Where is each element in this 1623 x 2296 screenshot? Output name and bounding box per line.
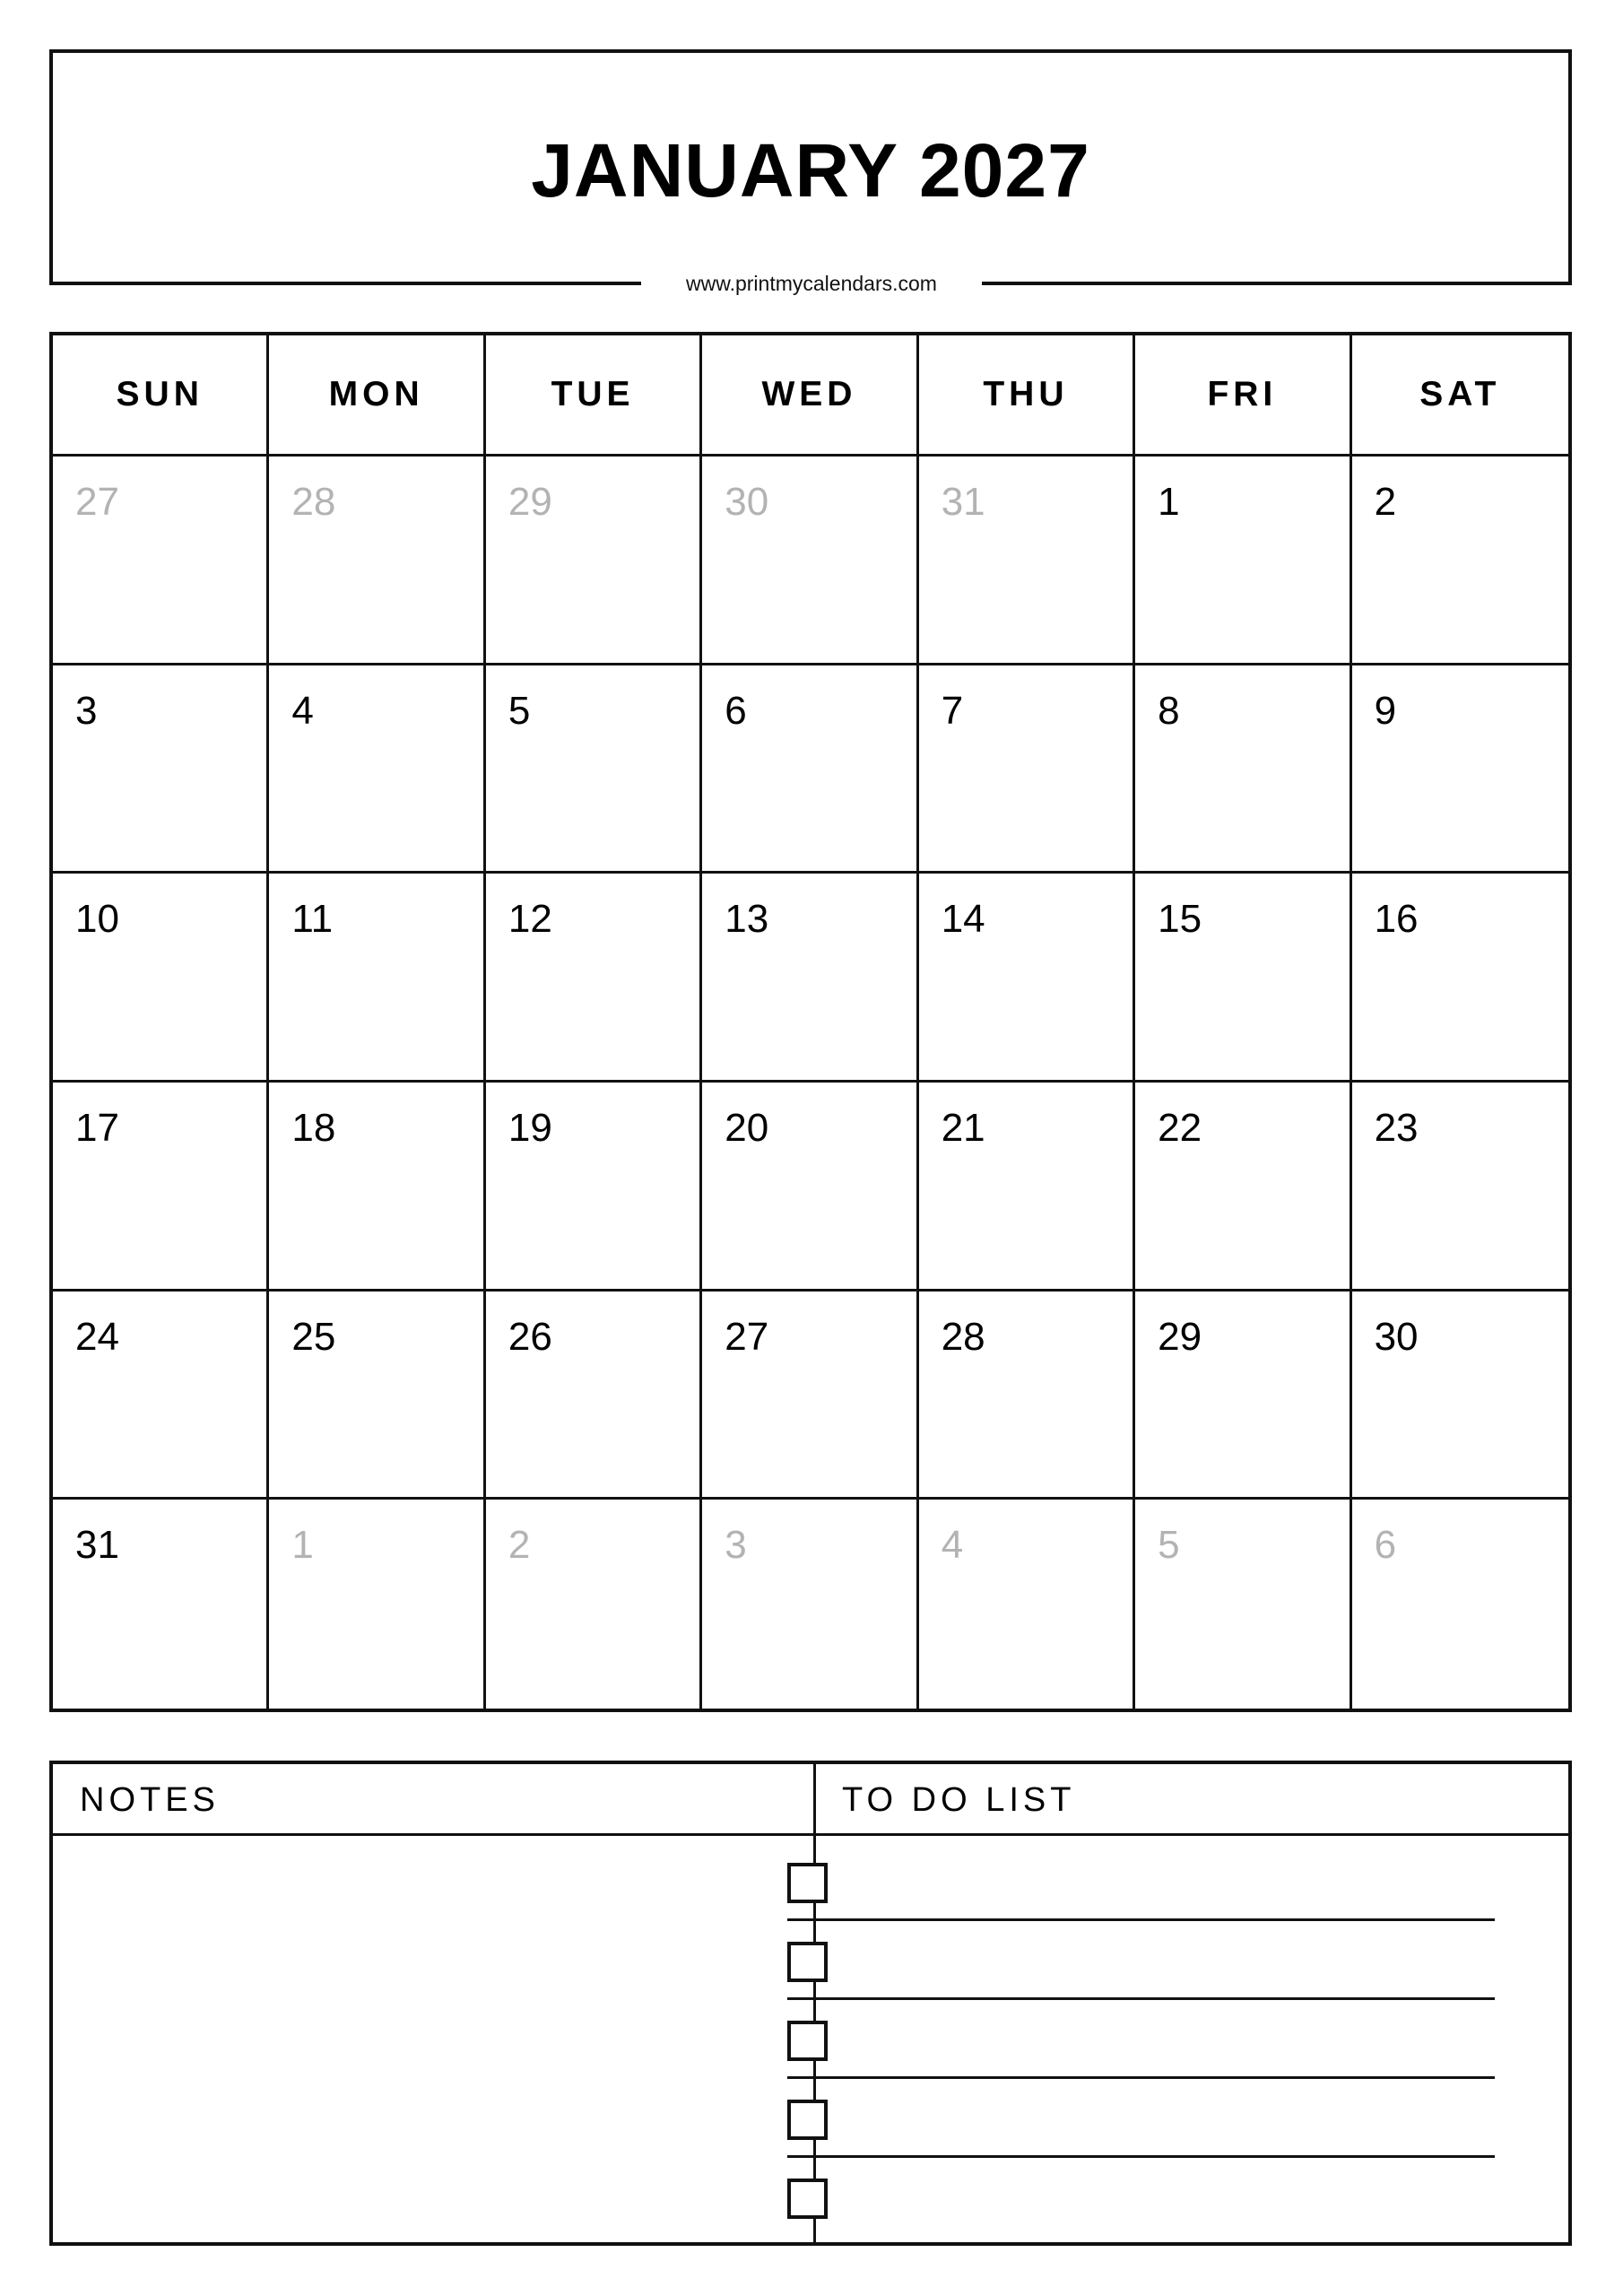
day-cell[interactable]	[486, 1292, 702, 1500]
day-cell[interactable]	[1352, 1292, 1568, 1500]
day-cell[interactable]	[269, 1292, 485, 1500]
day-number: 23	[1374, 1106, 1419, 1150]
day-number: 15	[1158, 897, 1202, 942]
day-number: 9	[1374, 688, 1397, 733]
notes-label: NOTES	[80, 1781, 220, 1819]
day-number: 7	[941, 688, 964, 733]
todo-label: TO DO LIST	[842, 1781, 1076, 1819]
weekday-header-fri: FRI	[1135, 335, 1351, 457]
day-number: 14	[941, 897, 985, 942]
todo-checkbox[interactable]	[787, 2021, 828, 2061]
day-cell[interactable]	[53, 1083, 269, 1292]
day-number: 18	[291, 1106, 336, 1150]
adjacent-month-day-number: 29	[508, 480, 552, 524]
day-number: 22	[1158, 1106, 1202, 1150]
header-border-right	[982, 282, 1572, 285]
day-number: 5	[508, 688, 531, 733]
day-number: 4	[291, 688, 314, 733]
todo-item	[787, 1863, 1496, 1942]
day-number: 8	[1158, 688, 1180, 733]
day-number: 10	[75, 897, 119, 942]
day-cell[interactable]	[919, 1292, 1135, 1500]
day-cell[interactable]	[702, 1083, 918, 1292]
day-cell[interactable]	[1352, 1083, 1568, 1292]
weekday-header-thu: THU	[919, 335, 1135, 457]
day-cell[interactable]	[702, 1292, 918, 1500]
day-cell[interactable]	[53, 457, 269, 665]
day-cell[interactable]	[1135, 1083, 1351, 1292]
day-cell[interactable]	[919, 1083, 1135, 1292]
day-cell[interactable]	[53, 874, 269, 1083]
day-number: 29	[1158, 1314, 1202, 1359]
day-number: 28	[941, 1314, 985, 1359]
day-cell[interactable]	[486, 665, 702, 874]
todo-write-line[interactable]	[787, 1918, 1495, 1921]
day-cell[interactable]	[486, 874, 702, 1083]
day-number: 20	[725, 1106, 769, 1150]
todo-write-line[interactable]	[787, 1997, 1495, 2000]
day-cell[interactable]	[1135, 874, 1351, 1083]
day-cell[interactable]	[1352, 1500, 1568, 1709]
day-number: 26	[508, 1314, 552, 1359]
adjacent-month-day-number: 6	[1374, 1523, 1397, 1568]
day-cell[interactable]	[53, 1500, 269, 1709]
todo-write-line[interactable]	[787, 2155, 1495, 2158]
day-cell[interactable]	[919, 1500, 1135, 1709]
adjacent-month-day-number: 3	[725, 1523, 747, 1568]
weekday-header-wed: WED	[702, 335, 918, 457]
day-cell[interactable]	[919, 457, 1135, 665]
notes-area[interactable]	[53, 1836, 813, 2246]
day-number: 24	[75, 1314, 119, 1359]
day-cell[interactable]	[53, 665, 269, 874]
day-number: 1	[1158, 480, 1180, 524]
day-cell[interactable]	[702, 457, 918, 665]
day-number: 6	[725, 688, 747, 733]
todo-item	[787, 2100, 1496, 2179]
day-number: 17	[75, 1106, 119, 1150]
day-cell[interactable]	[1352, 457, 1568, 665]
day-cell[interactable]	[1135, 665, 1351, 874]
adjacent-month-day-number: 28	[291, 480, 336, 524]
todo-item	[787, 2021, 1496, 2100]
day-number: 19	[508, 1106, 552, 1150]
day-cell[interactable]	[1135, 1292, 1351, 1500]
day-number: 12	[508, 897, 552, 942]
adjacent-month-day-number: 4	[941, 1523, 964, 1568]
todo-write-line[interactable]	[787, 2076, 1495, 2079]
weekday-header-tue: TUE	[486, 335, 702, 457]
day-cell[interactable]	[1135, 1500, 1351, 1709]
day-cell[interactable]	[1135, 457, 1351, 665]
adjacent-month-day-number: 31	[941, 480, 985, 524]
day-cell[interactable]	[269, 1083, 485, 1292]
adjacent-month-day-number: 30	[725, 480, 769, 524]
adjacent-month-day-number: 27	[75, 480, 119, 524]
adjacent-month-day-number: 5	[1158, 1523, 1180, 1568]
day-cell[interactable]	[702, 665, 918, 874]
day-number: 31	[75, 1523, 119, 1568]
day-number: 11	[291, 897, 334, 942]
day-number: 27	[725, 1314, 769, 1359]
todo-checkbox[interactable]	[787, 2179, 828, 2219]
todo-checkbox[interactable]	[787, 1942, 828, 1982]
day-cell[interactable]	[919, 665, 1135, 874]
day-number: 13	[725, 897, 769, 942]
day-cell[interactable]	[269, 1500, 485, 1709]
day-number: 3	[75, 688, 98, 733]
day-cell[interactable]	[702, 1500, 918, 1709]
day-cell[interactable]	[702, 874, 918, 1083]
day-cell[interactable]	[486, 1500, 702, 1709]
weekday-header-sat: SAT	[1352, 335, 1568, 457]
day-cell[interactable]	[486, 1083, 702, 1292]
weekday-header-sun: SUN	[53, 335, 269, 457]
adjacent-month-day-number: 1	[291, 1523, 314, 1568]
day-cell[interactable]	[269, 665, 485, 874]
day-number: 16	[1374, 897, 1419, 942]
header-border-left	[49, 282, 641, 285]
todo-checkbox[interactable]	[787, 1863, 828, 1903]
page-title: JANUARY 2027	[531, 128, 1090, 213]
weekday-header-mon: MON	[269, 335, 485, 457]
day-cell[interactable]	[1352, 665, 1568, 874]
day-cell[interactable]	[1352, 874, 1568, 1083]
calendar-grid	[49, 332, 1572, 1712]
todo-item	[787, 2179, 1496, 2257]
day-number: 25	[291, 1314, 336, 1359]
adjacent-month-day-number: 2	[508, 1523, 531, 1568]
day-cell[interactable]	[53, 1292, 269, 1500]
day-number: 21	[941, 1106, 985, 1150]
day-cell[interactable]	[269, 874, 485, 1083]
todo-item	[787, 1942, 1496, 2021]
day-cell[interactable]	[486, 457, 702, 665]
day-cell[interactable]	[919, 874, 1135, 1083]
todo-checkbox[interactable]	[787, 2100, 828, 2140]
day-number: 2	[1374, 480, 1397, 524]
day-cell[interactable]	[269, 457, 485, 665]
website-url: www.printmycalendars.com	[686, 272, 937, 295]
day-number: 30	[1374, 1314, 1419, 1359]
